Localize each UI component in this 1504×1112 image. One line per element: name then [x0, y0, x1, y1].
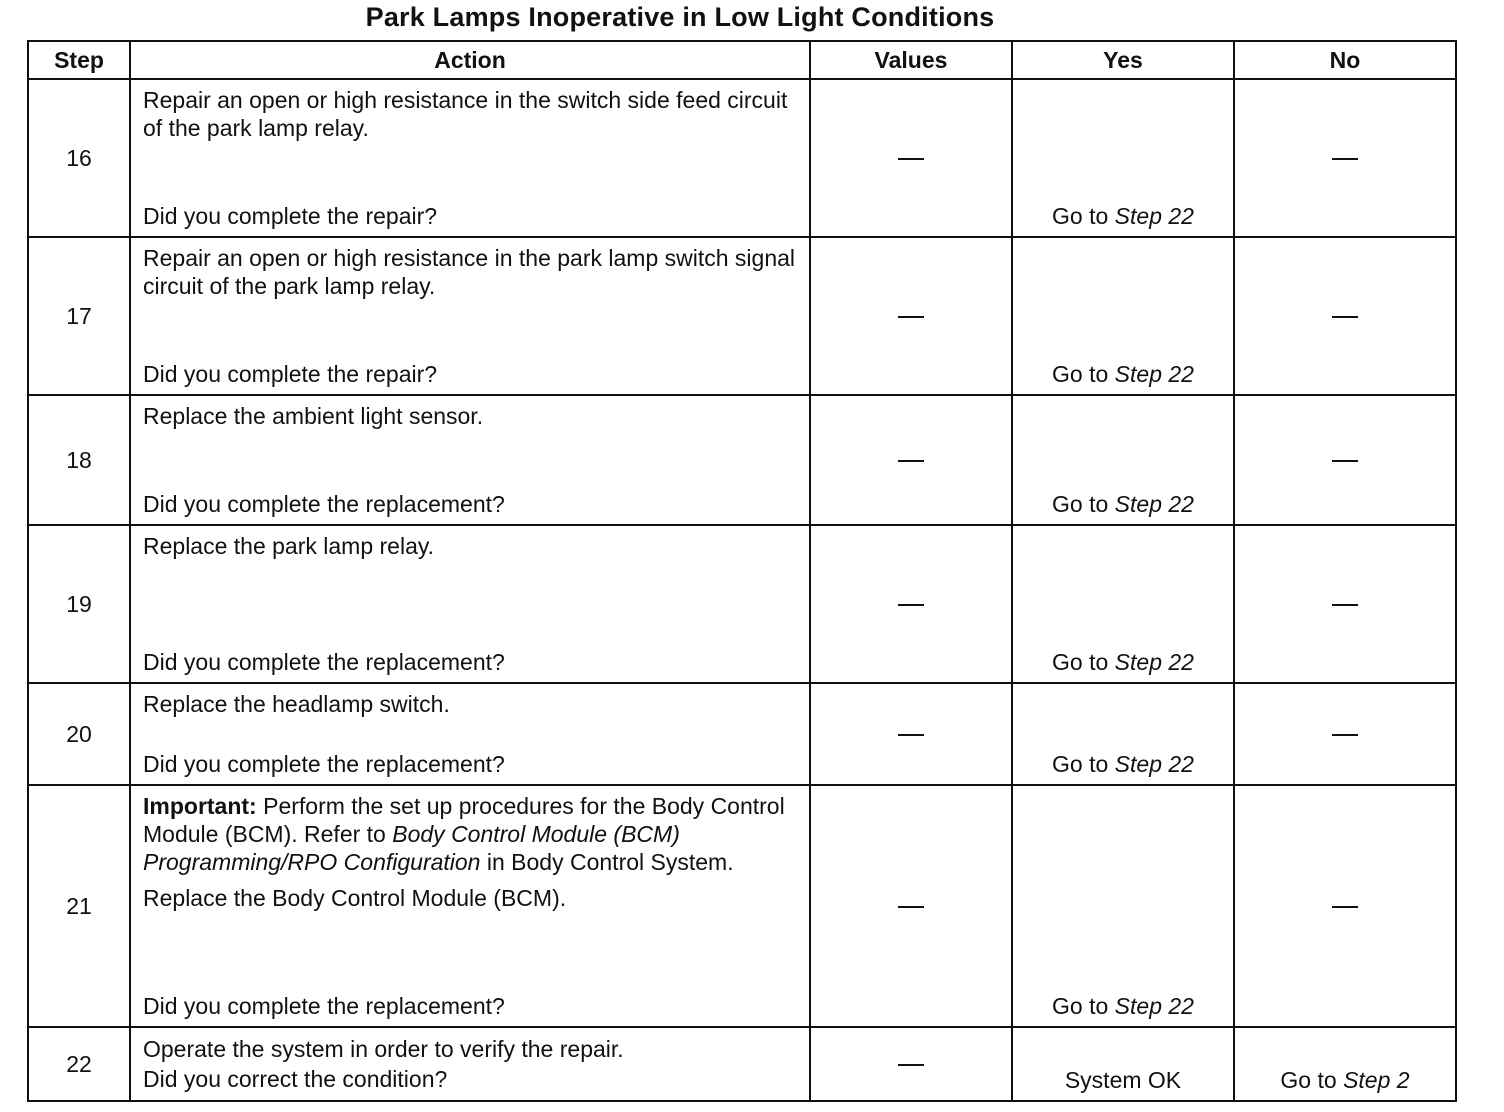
table-row: [28, 525, 1456, 683]
action-question: Did you complete the replacement?: [143, 993, 505, 1019]
step-link[interactable]: Step 2: [1343, 1067, 1410, 1093]
important-note: [143, 792, 799, 876]
table-row: [28, 683, 1456, 785]
dash-mark: [898, 1064, 924, 1066]
header-step: Step: [28, 41, 130, 79]
action-instruction: Replace the park lamp relay.: [143, 533, 435, 559]
action-question: Did you complete the repair?: [143, 203, 438, 229]
step-number: 20: [28, 683, 130, 785]
table-row: [28, 785, 1456, 1027]
paragraph-gap: [143, 876, 799, 884]
step-number: 16: [28, 79, 130, 237]
no-cell: [1234, 683, 1456, 785]
table-row: [28, 79, 1456, 237]
yes-cell: [1012, 683, 1234, 785]
dash-mark: [898, 316, 924, 318]
yes-result: System OK: [1064, 1067, 1182, 1093]
step-number: 17: [28, 237, 130, 395]
yes-cell: [1012, 1027, 1234, 1101]
step-number: 19: [28, 525, 130, 683]
important-text: Perform the set up procedures for the Body Control Module (BCM). Refer to: [143, 793, 785, 847]
step-number: 21: [28, 785, 130, 1027]
step-link[interactable]: Step 22: [1114, 993, 1194, 1019]
action-instruction: Operate the system in order to verify the repair.: [143, 1036, 624, 1062]
yes-cell: [1012, 525, 1234, 683]
action-question: Did you complete the replacement?: [143, 649, 505, 675]
dash-mark: [1332, 460, 1358, 462]
dash-mark: [898, 734, 924, 736]
action-cell: [130, 785, 810, 1027]
yes-cell: [1012, 79, 1234, 237]
table-header-row: [28, 41, 1456, 79]
yes-prefix: Go to: [1052, 361, 1115, 387]
yes-prefix: Go to: [1052, 993, 1115, 1019]
action-question: Did you complete the replacement?: [143, 751, 505, 777]
step-number: 22: [28, 1027, 130, 1101]
step-link[interactable]: Step 22: [1114, 203, 1194, 229]
step-link[interactable]: Step 22: [1114, 361, 1194, 387]
values-cell: [810, 79, 1012, 237]
action-cell: [130, 683, 810, 785]
step-link[interactable]: Step 22: [1114, 751, 1194, 777]
action-question: Did you correct the condition?: [143, 1066, 448, 1092]
yes-cell: [1012, 237, 1234, 395]
yes-cell: [1012, 395, 1234, 525]
header-values: Values: [810, 41, 1012, 79]
yes-cell: [1012, 785, 1234, 1027]
values-cell: [810, 1027, 1012, 1101]
yes-prefix: Go to: [1052, 491, 1115, 517]
dash-mark: [898, 906, 924, 908]
yes-prefix: Go to: [1052, 203, 1115, 229]
important-tail: in Body Control System.: [480, 849, 734, 875]
values-cell: [810, 683, 1012, 785]
step-number: 18: [28, 395, 130, 525]
dash-mark: [1332, 906, 1358, 908]
action-cell: [130, 1027, 810, 1101]
dash-mark: [1332, 734, 1358, 736]
no-cell: [1234, 1027, 1456, 1101]
header-yes: Yes: [1012, 41, 1234, 79]
values-cell: [810, 237, 1012, 395]
dash-mark: [898, 604, 924, 606]
step-link[interactable]: Step 22: [1114, 491, 1194, 517]
no-cell: [1234, 785, 1456, 1027]
no-cell: [1234, 395, 1456, 525]
important-label: Important:: [143, 793, 257, 819]
diagnostic-table: [27, 40, 1457, 1102]
dash-mark: [898, 460, 924, 462]
table-row: [28, 395, 1456, 525]
page-title: Park Lamps Inoperative in Low Light Conditions: [365, 2, 995, 32]
no-cell: [1234, 237, 1456, 395]
dash-mark: [1332, 604, 1358, 606]
step-link[interactable]: Step 22: [1114, 649, 1194, 675]
values-cell: [810, 395, 1012, 525]
dash-mark: [1332, 158, 1358, 160]
action-cell: [130, 395, 810, 525]
yes-prefix: Go to: [1052, 751, 1115, 777]
action-instruction: Repair an open or high resistance in the park lamp switch signal circuit of the park lamp relay.: [143, 245, 796, 299]
dash-mark: [898, 158, 924, 160]
no-cell: [1234, 525, 1456, 683]
no-cell: [1234, 79, 1456, 237]
action-question: Did you complete the repair?: [143, 361, 438, 387]
no-prefix: Go to: [1280, 1067, 1344, 1093]
reference-link[interactable]: Body Control Module (BCM) Programming/RPO Configuration: [143, 821, 680, 875]
action-cell: [130, 525, 810, 683]
action-instruction: Replace the Body Control Module (BCM).: [143, 885, 567, 911]
action-question: Did you complete the replacement?: [143, 491, 505, 517]
action-instruction: Repair an open or high resistance in the switch side feed circuit of the park lamp relay.: [143, 87, 788, 141]
yes-prefix: Go to: [1052, 649, 1115, 675]
header-action: Action: [130, 41, 810, 79]
action-cell: [130, 237, 810, 395]
table-row: [28, 1027, 1456, 1101]
action-instruction: Replace the ambient light sensor.: [143, 403, 484, 429]
values-cell: [810, 525, 1012, 683]
table-row: [28, 237, 1456, 395]
action-instruction: Replace the headlamp switch.: [143, 691, 450, 717]
values-cell: [810, 785, 1012, 1027]
dash-mark: [1332, 316, 1358, 318]
action-cell: [130, 79, 810, 237]
header-no: No: [1234, 41, 1456, 79]
